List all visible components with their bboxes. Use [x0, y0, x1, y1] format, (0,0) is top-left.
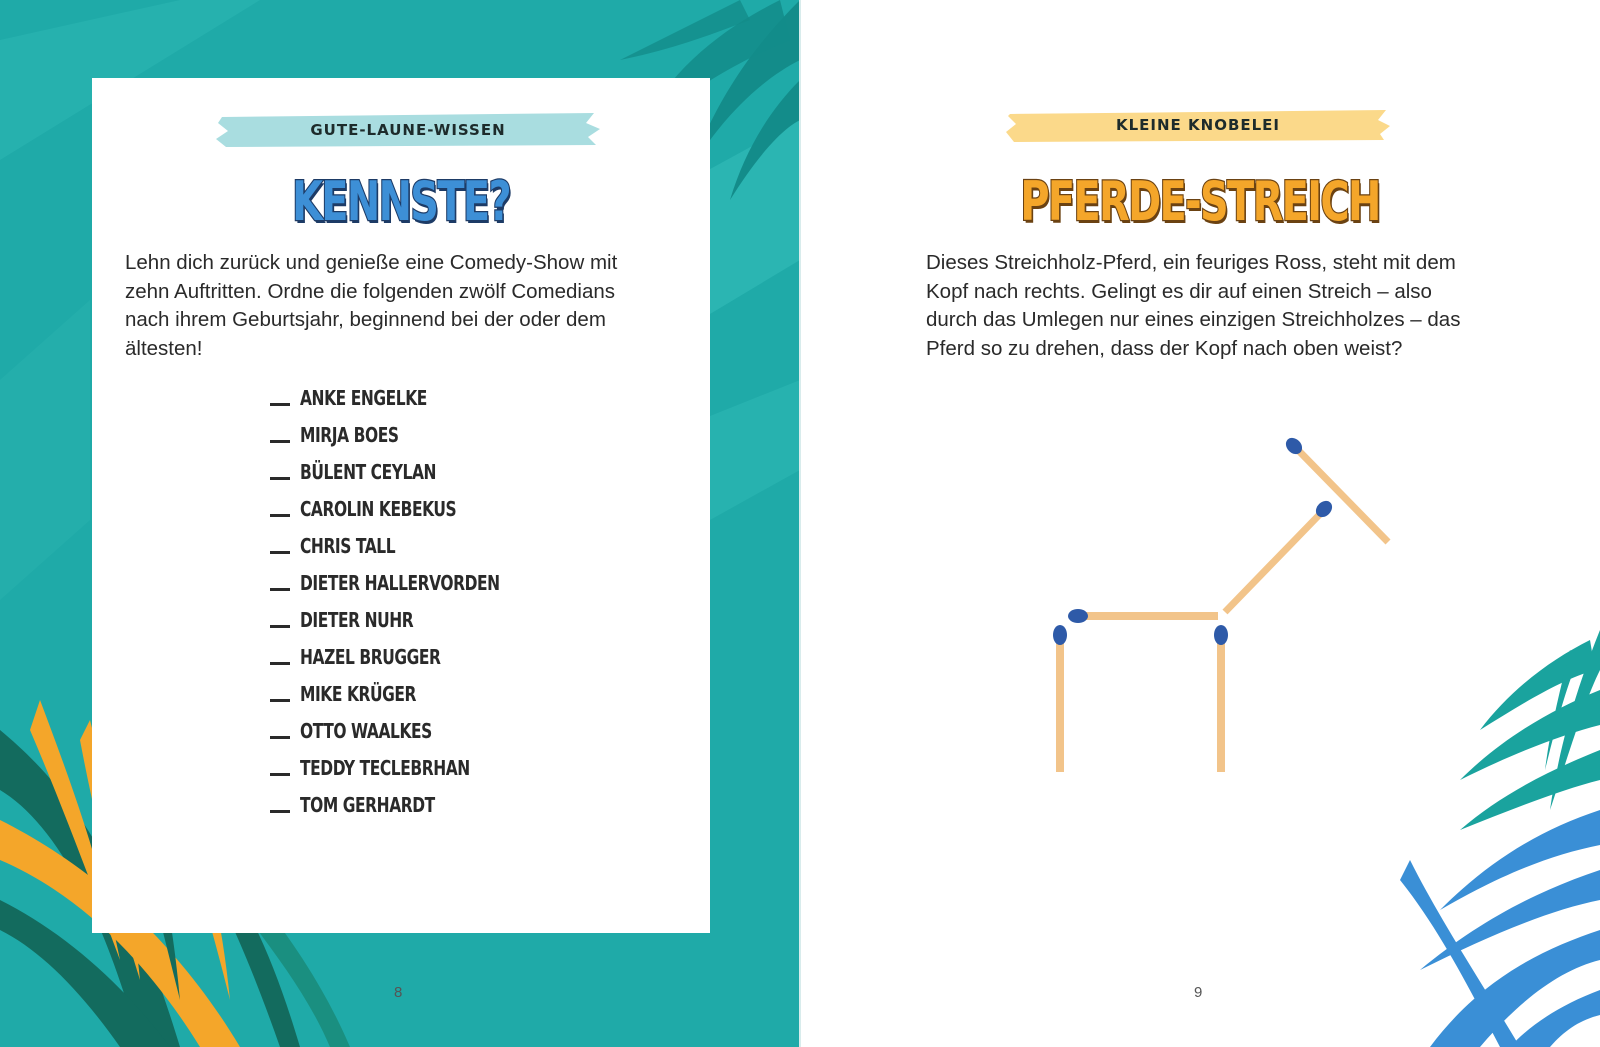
matchstick-neck[interactable]	[1225, 498, 1335, 612]
page-number-right: 9	[1194, 984, 1203, 1001]
answer-blank[interactable]	[270, 699, 290, 702]
list-item: MIKE KRÜGER	[270, 675, 532, 712]
answer-blank[interactable]	[270, 403, 290, 406]
page-title-left: KENNSTE?	[292, 170, 510, 233]
answer-blank[interactable]	[270, 477, 290, 480]
list-item: DIETER NUHR	[270, 601, 532, 638]
answer-blank[interactable]	[270, 514, 290, 517]
matchstick-right-leg[interactable]	[1214, 625, 1228, 772]
matchstick-body[interactable]	[1068, 609, 1218, 623]
answer-blank[interactable]	[270, 588, 290, 591]
intro-text-right: Dieses Streichholz-Pferd, ein feuriges Ross, steht mit dem Kopf nach rechts. Gelingt es dir auf einen Streich – also durch das Umlegen nur eines einzigen Streichholzes – das Pferd so zu drehen, dass der Kopf nach oben weist?	[926, 251, 1461, 360]
section-label-left	[216, 111, 600, 149]
page-gutter	[799, 0, 801, 1047]
comedian-list	[270, 379, 532, 823]
answer-blank[interactable]	[270, 625, 290, 628]
matchstick-horse	[1040, 430, 1400, 780]
answer-blank[interactable]	[270, 551, 290, 554]
palm-leaf-bottom-right	[1400, 620, 1600, 1047]
section-label-right-text: KLEINE KNOBELEI	[1115, 116, 1281, 134]
matchstick-head[interactable]	[1283, 435, 1388, 542]
page-number-left: 8	[394, 984, 403, 1001]
answer-blank[interactable]	[270, 440, 290, 443]
intro-text-left: Lehn dich zurück und genieße eine Comedy-Show mit zehn Auftritten. Ordne die folgenden zwölf Comedians nach ihrem Geburtsjahr, beginnend bei der oder dem ältesten!	[125, 251, 618, 360]
list-item: DIETER HALLERVORDEN	[270, 564, 532, 601]
list-item: ANKE ENGELKE	[270, 379, 532, 416]
answer-blank[interactable]	[270, 773, 290, 776]
list-item: TEDDY TECLEBRHAN	[270, 749, 532, 786]
section-label-left-text: GUTE-LAUNE-WISSEN	[310, 121, 506, 139]
list-item: BÜLENT CEYLAN	[270, 453, 532, 490]
list-item: CAROLIN KEBEKUS	[270, 490, 532, 527]
answer-blank[interactable]	[270, 662, 290, 665]
list-item: HAZEL BRUGGER	[270, 638, 532, 675]
matchstick-left-leg[interactable]	[1053, 625, 1067, 772]
list-item: MIRJA BOES	[270, 416, 532, 453]
answer-blank[interactable]	[270, 810, 290, 813]
list-item: TOM GERHARDT	[270, 786, 532, 823]
list-item: OTTO WAALKES	[270, 712, 532, 749]
page-title-right: PFERDE-STREICH	[1020, 170, 1380, 233]
answer-blank[interactable]	[270, 736, 290, 739]
list-item: CHRIS TALL	[270, 527, 532, 564]
section-label-right	[1006, 106, 1390, 144]
